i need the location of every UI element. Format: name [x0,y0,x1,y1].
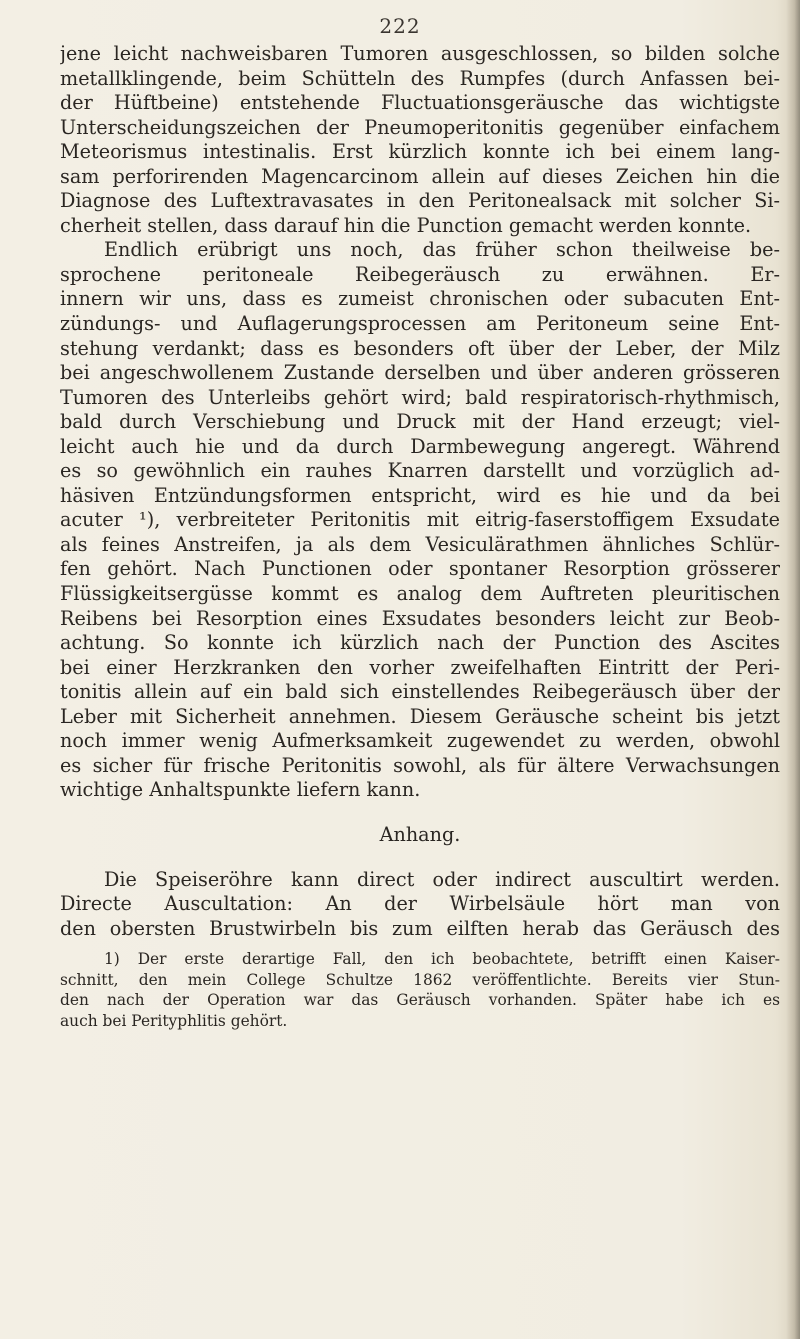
footnote-line: den nach der Operation war das Geräusch vorhanden. Später habe ich es [60,991,780,1010]
text-line: tonitis allein auf ein bald sich einstellendes Reibegeräusch über der [60,680,780,704]
text-line: wichtige Anhaltspunkte liefern kann. [60,778,421,802]
text-line: Die Speiseröhre kann direct oder indirect auscultirt werden. [104,867,780,891]
text-line: innern wir uns, dass es zumeist chronischen oder subacuten Ent- [60,287,780,311]
text-line: es sicher für frische Peritonitis sowohl, als für ältere Verwachsungen [60,753,780,777]
text-line: Unterscheidungszeichen der Pneumoperitonitis gegenüber einfachem [60,115,780,139]
text-line: Meteorismus intestinalis. Erst kürzlich konnte ich bei einem lang- [60,140,780,164]
section-heading: Anhang. [379,822,461,846]
footnote-line: 1) Der erste derartige Fall, den ich beobachtete, betrifft einen Kaiser- [104,950,780,969]
text-line: Reibens bei Resorption eines Exsudates besonders leicht zur Beob- [60,606,780,630]
footnote-line: schnitt, den mein College Schultze 1862 veröffentlichte. Bereits vier Stun- [60,970,780,989]
text-line: als feines Anstreifen, ja als dem Vesiculärathmen ähnliches Schlür- [60,532,780,556]
text-line: metallklingende, beim Schütteln des Rumpfes (durch Anfassen bei- [60,66,780,90]
text-line: cherheit stellen, dass darauf hin die Punction gemacht werden konnte. [60,213,752,237]
text-line: jene leicht nachweisbaren Tumoren ausgeschlossen, so bilden solche [60,42,780,65]
spacer [60,803,780,823]
text-line: stehung verdankt; dass es besonders oft über der Leber, der Milz [60,336,780,360]
text-line: sprochene peritoneale Reibegeräusch zu erwähnen. Er- [60,262,780,286]
paragraph [60,238,780,803]
text-line: den obersten Brustwirbeln bis zum eilften herab das Geräusch des [60,916,780,940]
text-line: Leber mit Sicherheit annehmen. Diesem Geräusche scheint bis jetzt [60,704,780,728]
text-line: zündungs- und Auflagerungsprocessen am Peritoneum seine Ent- [60,312,780,336]
paragraph [60,868,780,942]
page-edge-shadow [786,0,800,1339]
text-line: Diagnose des Luftextravasates in den Peritonealsack mit solcher Si- [60,189,780,213]
text-line: sam perforirenden Magencarcinom allein auf dieses Zeichen hin die [60,164,780,188]
text-line: Flüssigkeitsergüsse kommt es analog dem Auftreten pleuritischen [60,582,780,606]
text-line: noch immer wenig Aufmerksamkeit zugewendet zu werden, obwohl [60,729,780,753]
text-line: bald durch Verschiebung und Druck mit der Hand erzeugt; viel- [60,410,780,434]
body-text [60,42,780,1032]
footnote [60,949,780,1031]
text-line: es so gewöhnlich ein rauhes Knarren darstellt und vorzüglich ad- [60,459,780,483]
text-line: achtung. So konnte ich kürzlich nach der Punction des Ascites [60,631,780,655]
text-line: acuter ¹), verbreiteter Peritonitis mit eitrig-faserstoffigem Exsudate [60,508,780,532]
text-line: der Hüftbeine) entstehende Fluctuationsgeräusche das wichtigste [60,91,780,115]
text-line: häsiven Entzündungsformen entspricht, wird es hie und da bei [60,483,780,507]
page-number: 222 [379,14,421,38]
text-line: leicht auch hie und da durch Darmbewegung angeregt. Während [60,434,780,458]
text-line: Tumoren des Unterleibs gehört wird; bald respiratorisch-rhythmisch, [60,385,780,409]
footnote-line: auch bei Perityphlitis gehört. [60,1011,288,1030]
text-line: bei angeschwollenem Zustande derselben und über anderen grösseren [60,361,780,385]
spacer [60,848,780,868]
text-line: bei einer Herzkranken den vorher zweifelhaften Eintritt der Peri- [60,655,780,679]
text-line: Directe Auscultation: An der Wirbelsäule hört man von [60,892,780,916]
text-line: fen gehört. Nach Punctionen oder spontaner Resorption grösserer [60,557,780,581]
text-line: Endlich erübrigt uns noch, das früher schon theilweise be- [104,238,780,262]
spacer [60,941,780,949]
paragraph [60,42,780,238]
